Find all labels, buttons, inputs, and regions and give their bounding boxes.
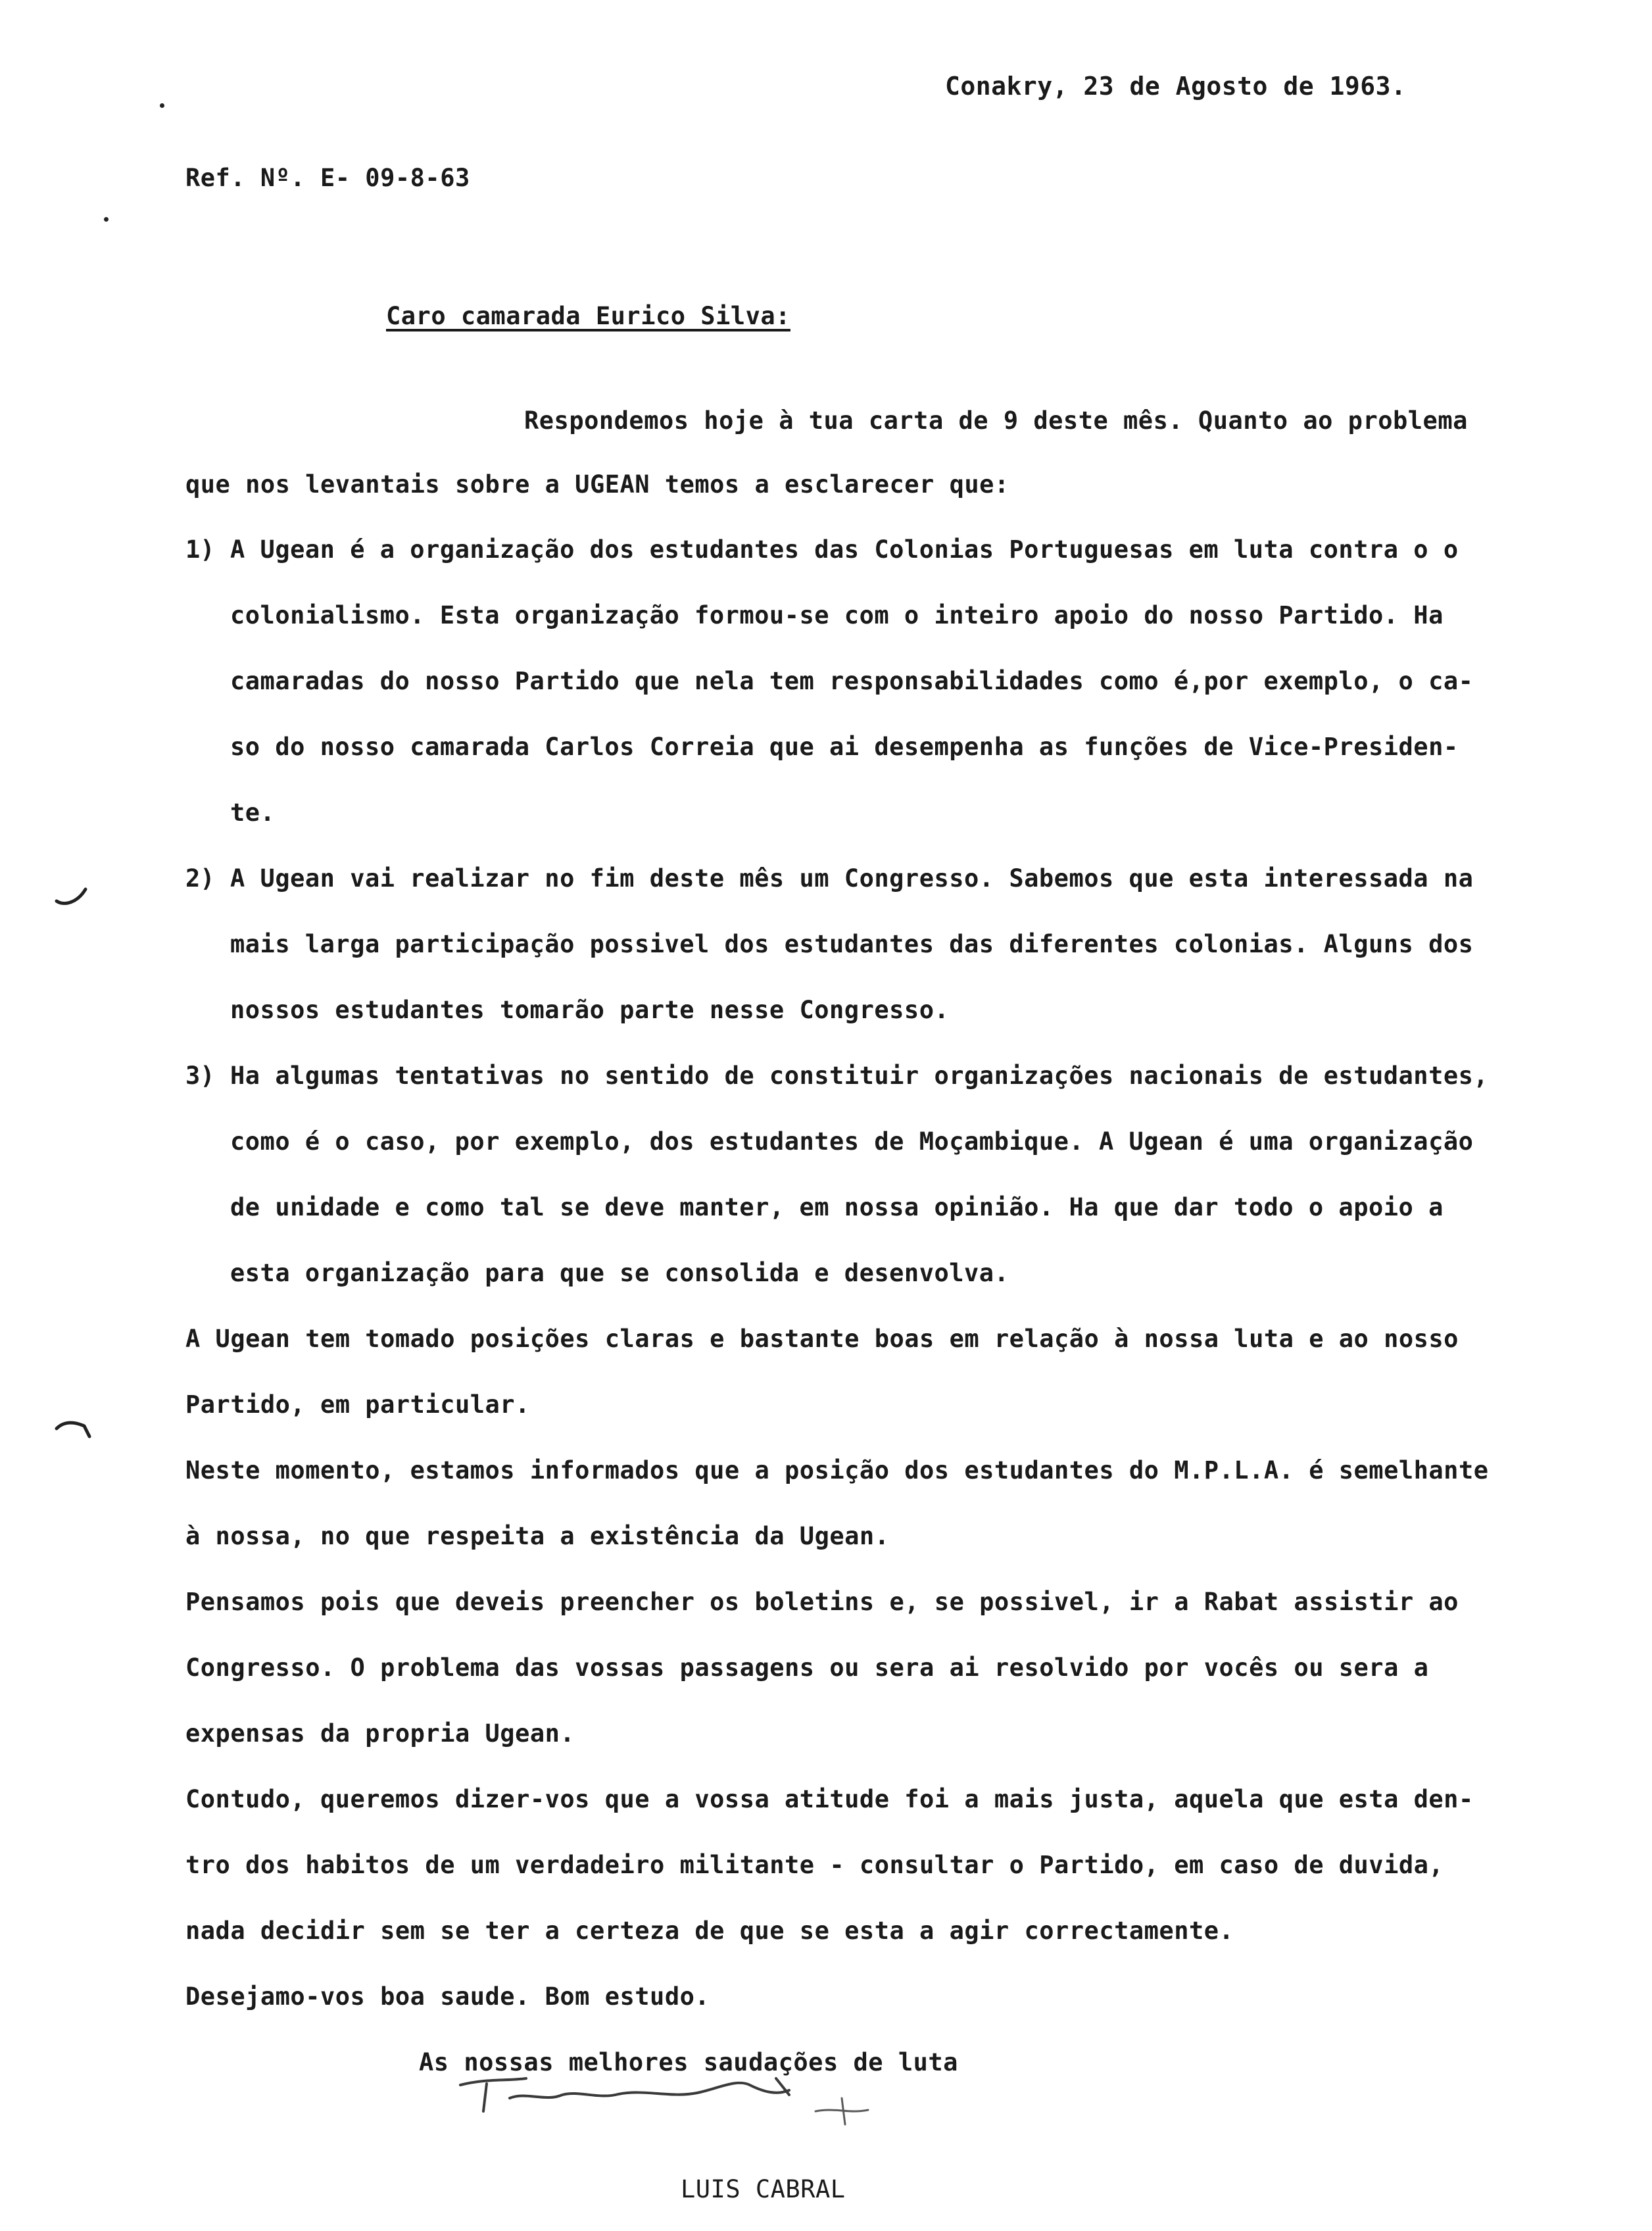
item-3-line: como é o caso, por exemplo, dos estudantes de Moçambique. A Ugean é uma organização: [230, 1127, 1474, 1156]
body-line: Neste momento, estamos informados que a posição dos estudantes do M.P.L.A. é semelhante: [185, 1456, 1489, 1484]
item-1-line: camaradas do nosso Partido que nela tem responsabilidades como é,por exemplo, o ca-: [230, 667, 1474, 695]
margin-mark: [51, 1414, 97, 1440]
handwritten-signature: [447, 2059, 947, 2138]
margin-mark: [51, 880, 91, 913]
item-3-line: de unidade e como tal se deve manter, em nossa opinião. Ha que dar todo o apoio a: [230, 1193, 1444, 1221]
item-3-line: esta organização para que se consolida e desenvolva.: [230, 1259, 1009, 1287]
body-line: Desejamo-vos boa saude. Bom estudo.: [185, 1982, 710, 2011]
salutation: Caro camarada Eurico Silva:: [386, 302, 790, 330]
item-3-number: 3): [185, 1062, 215, 1090]
item-1-line: colonialismo. Esta organização formou-se com o inteiro apoio do nosso Partido. Ha: [230, 601, 1444, 629]
item-1-line: A Ugean é a organização dos estudantes das Colonias Portuguesas em luta contra o o: [230, 535, 1459, 564]
reference-number: Ref. Nº. E- 09-8-63: [185, 164, 470, 192]
signatory-name: LUIS CABRAL: [681, 2175, 846, 2203]
body-line: expensas da propria Ugean.: [185, 1719, 575, 1748]
scan-speck: [160, 103, 164, 108]
item-2-number: 2): [185, 864, 215, 893]
body-line: à nossa, no que respeita a existência da Ugean.: [185, 1522, 890, 1550]
item-1-line: te.: [230, 798, 276, 827]
item-1-number: 1): [185, 535, 215, 564]
body-line: A Ugean tem tomado posições claras e bastante boas em relação à nossa luta e ao nosso: [185, 1325, 1459, 1353]
item-1-line: so do nosso camarada Carlos Correia que ai desempenha as funções de Vice-Presiden-: [230, 733, 1459, 761]
closing-greeting: As nossas melhores saudações de luta: [419, 2048, 958, 2076]
intro-line-2: que nos levantais sobre a UGEAN temos a esclarecer que:: [185, 470, 1009, 499]
item-2-line: mais larga participação possivel dos estudantes das diferentes colonias. Alguns dos: [230, 930, 1474, 958]
body-line: Partido, em particular.: [185, 1390, 530, 1419]
scan-speck: [104, 217, 109, 222]
body-line: Congresso. O problema das vossas passagens ou sera ai resolvido por vocês ou sera a: [185, 1654, 1429, 1682]
intro-line-1: Respondemos hoje à tua carta de 9 deste mês. Quanto ao problema: [524, 406, 1468, 435]
body-line: Contudo, queremos dizer-vos que a vossa atitude foi a mais justa, aquela que esta den-: [185, 1785, 1474, 1813]
item-2-line: A Ugean vai realizar no fim deste mês um Congresso. Sabemos que esta interessada na: [230, 864, 1474, 893]
body-line: nada decidir sem se ter a certeza de que se esta a agir correctamente.: [185, 1917, 1234, 1945]
item-3-line: Ha algumas tentativas no sentido de constituir organizações nacionais de estudantes,: [230, 1062, 1489, 1090]
body-line: Pensamos pois que deveis preencher os boletins e, se possivel, ir a Rabat assistir ao: [185, 1588, 1459, 1616]
item-2-line: nossos estudantes tomarão parte nesse Congresso.: [230, 996, 950, 1024]
body-line: tro dos habitos de um verdadeiro militante - consultar o Partido, em caso de duvida,: [185, 1851, 1444, 1879]
place-date: Conakry, 23 de Agosto de 1963.: [945, 72, 1407, 101]
